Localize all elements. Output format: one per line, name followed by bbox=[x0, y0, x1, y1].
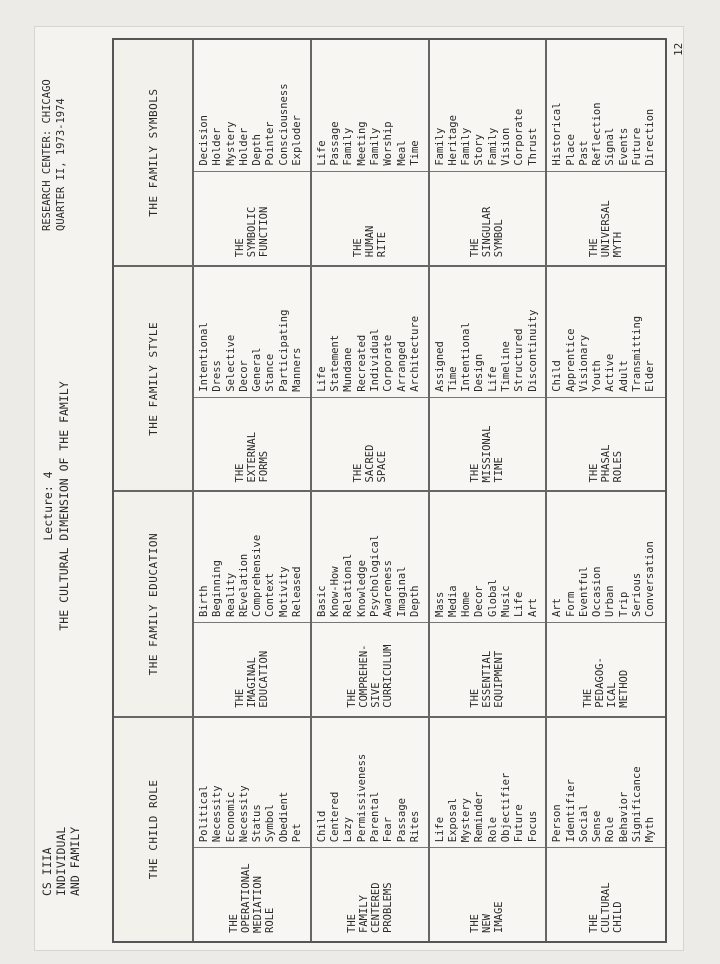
cell-items bbox=[547, 40, 665, 171]
cell-item: Relational bbox=[342, 553, 355, 617]
cell-item: Serious bbox=[631, 572, 644, 617]
cell-item: Intentional bbox=[460, 322, 473, 392]
cell-item: Know-How bbox=[329, 566, 342, 617]
cell-item: Decor bbox=[237, 360, 250, 392]
cell-item: Pet bbox=[291, 823, 304, 843]
cell-item: Birth bbox=[198, 585, 210, 617]
cell-item: Mundane bbox=[342, 347, 355, 392]
grid-cell bbox=[194, 265, 312, 490]
course-title-line2: AND FAMILY bbox=[68, 826, 82, 896]
cell-item: Role bbox=[604, 816, 617, 843]
cell-item: Stance bbox=[264, 353, 277, 392]
cell-items bbox=[194, 493, 310, 623]
cell-item: Transmitting bbox=[631, 315, 644, 392]
cell-item: Family bbox=[342, 127, 355, 166]
cell-items bbox=[312, 718, 428, 848]
grid-cell bbox=[430, 716, 548, 941]
grid-cell bbox=[312, 265, 430, 490]
cell-item: Form bbox=[564, 591, 577, 617]
cell-item: Decor bbox=[473, 585, 486, 617]
cell-item: Future bbox=[513, 804, 526, 843]
cell-item: Home bbox=[460, 591, 473, 617]
cell-item: Music bbox=[499, 585, 512, 617]
cell-items bbox=[312, 40, 428, 171]
cell-item: Apprentice bbox=[564, 328, 577, 392]
cell-category: THE HUMAN RITE bbox=[312, 171, 428, 266]
cell-item: Obedient bbox=[277, 791, 290, 843]
grid-cell bbox=[194, 716, 312, 941]
cell-item: Recreated bbox=[355, 334, 368, 392]
cell-item: Imaginal bbox=[395, 566, 408, 617]
cell-category: THE CULTURAL CHILD bbox=[547, 847, 665, 941]
cell-item: Life bbox=[486, 366, 499, 392]
lecture-header bbox=[40, 291, 110, 721]
cell-item: Adult bbox=[617, 360, 630, 392]
cell-item: Family bbox=[433, 127, 446, 166]
cell-item: Permissiveness bbox=[355, 753, 368, 843]
cell-item: Family bbox=[460, 127, 473, 166]
cell-item: Mystery bbox=[460, 797, 473, 843]
cell-item: Person bbox=[551, 804, 564, 843]
cell-item: Timeline bbox=[499, 341, 512, 392]
cell-item: Child bbox=[315, 810, 328, 843]
grid-cell bbox=[430, 491, 548, 716]
cell-item: Worship bbox=[382, 121, 395, 166]
cell-items bbox=[547, 267, 665, 397]
cell-item: Selective bbox=[224, 334, 237, 392]
cell-item: Holder bbox=[211, 127, 224, 166]
grid-cell bbox=[312, 40, 430, 265]
grid-cell bbox=[430, 265, 548, 490]
cell-item: Necessity bbox=[237, 785, 250, 843]
cell-item: Individual bbox=[368, 328, 381, 392]
cell-items bbox=[312, 267, 428, 397]
research-quarter: QUARTER II, 1973-1974 bbox=[55, 98, 67, 231]
cell-item: Art bbox=[551, 598, 564, 617]
course-code: CS IIIA bbox=[40, 847, 54, 896]
cell-item: Historical bbox=[551, 102, 564, 166]
lecture-number: Lecture: 4 bbox=[41, 471, 55, 541]
cell-item: Corporate bbox=[382, 334, 395, 392]
cell-items bbox=[430, 267, 546, 397]
cell-item: Released bbox=[291, 566, 304, 617]
cell-item: Arranged bbox=[395, 341, 408, 392]
grid-cell bbox=[430, 40, 548, 265]
cell-item: Signal bbox=[604, 127, 617, 166]
cell-item: Exposal bbox=[446, 797, 459, 843]
cell-item: Significance bbox=[631, 766, 644, 843]
cell-item: Symbol bbox=[264, 804, 277, 843]
cell-item: Heritage bbox=[446, 115, 459, 166]
cell-items bbox=[312, 493, 428, 623]
cell-item: Meeting bbox=[355, 121, 368, 166]
cell-category: THE IMAGINAL EDUCATION bbox=[194, 622, 310, 716]
cell-item: Vision bbox=[499, 127, 512, 166]
grid-cell bbox=[312, 716, 430, 941]
cell-item: Art bbox=[526, 598, 539, 617]
cell-item: Reality bbox=[224, 572, 237, 617]
cell-item: Life bbox=[315, 366, 328, 392]
cell-item: Motivity bbox=[277, 566, 290, 617]
research-header bbox=[40, 31, 110, 231]
cell-item: Participating bbox=[277, 309, 290, 392]
cell-category: THE ESSENTIAL EQUIPMENT bbox=[430, 622, 546, 716]
cell-item: Parental bbox=[368, 791, 381, 843]
cell-item: Social bbox=[577, 804, 590, 843]
cell-item: Past bbox=[577, 140, 590, 166]
grid-cell bbox=[547, 265, 665, 490]
cell-item: Focus bbox=[526, 810, 539, 843]
cell-item: Knowledge bbox=[355, 560, 368, 617]
cell-item: Life bbox=[513, 591, 526, 617]
cell-item: Architecture bbox=[408, 315, 421, 392]
cell-category: THE FAMILY CENTERED PROBLEMS bbox=[312, 847, 428, 941]
cell-item: Passage bbox=[329, 121, 342, 166]
cell-items bbox=[194, 40, 310, 171]
cell-item: Visionary bbox=[577, 334, 590, 392]
cell-item: Comprehensive bbox=[251, 534, 264, 617]
cell-item: Story bbox=[473, 134, 486, 166]
column-header-child-role: THE CHILD ROLE bbox=[114, 716, 194, 941]
cell-item: Consciousness bbox=[277, 83, 290, 166]
cell-item: Conversation bbox=[644, 541, 657, 617]
cell-item: Global bbox=[486, 579, 499, 617]
grid-cell bbox=[547, 40, 665, 265]
cell-item: Time bbox=[408, 140, 421, 166]
cell-item: Thrust bbox=[526, 127, 539, 166]
cell-item: Reflection bbox=[591, 102, 604, 166]
cell-category: THE SACRED SPACE bbox=[312, 397, 428, 491]
cell-item: Reminder bbox=[473, 791, 486, 843]
cell-item: Dress bbox=[211, 360, 224, 392]
cell-item: REvelation bbox=[237, 553, 250, 617]
cell-item: Structured bbox=[513, 328, 526, 392]
cell-item: General bbox=[251, 347, 264, 392]
cell-item: Depth bbox=[408, 585, 421, 617]
cell-item: Design bbox=[473, 353, 486, 392]
chart-grid bbox=[112, 38, 667, 943]
cell-item: Basic bbox=[315, 585, 328, 617]
research-center: RESEARCH CENTER: CHICAGO bbox=[41, 79, 53, 231]
cell-item: Family bbox=[368, 127, 381, 166]
cell-item: Meal bbox=[395, 140, 408, 166]
cell-items bbox=[194, 718, 310, 848]
column-header-family-education: THE FAMILY EDUCATION bbox=[114, 491, 194, 716]
cell-items bbox=[547, 718, 665, 848]
cell-item: Child bbox=[551, 360, 564, 392]
lecture-title: THE CULTURAL DIMENSION OF THE FAMILY bbox=[57, 381, 71, 631]
cell-item: Elder bbox=[644, 360, 657, 392]
cell-category: THE MISSIONAL TIME bbox=[430, 397, 546, 491]
cell-item: Lazy bbox=[342, 816, 355, 843]
cell-item: Active bbox=[604, 353, 617, 392]
cell-item: Life bbox=[315, 140, 328, 166]
rotated-document bbox=[34, 26, 684, 951]
grid-cell bbox=[547, 491, 665, 716]
course-header bbox=[40, 766, 110, 896]
cell-item: Exploder bbox=[291, 115, 304, 166]
cell-item: Media bbox=[446, 585, 459, 617]
cell-item: Corporate bbox=[513, 108, 526, 166]
cell-item: Context bbox=[264, 572, 277, 617]
cell-category: THE UNIVERSAL MYTH bbox=[547, 171, 665, 266]
cell-item: Objectifier bbox=[499, 772, 512, 843]
cell-category: THE OPERATIONAL MEDIATION ROLE bbox=[194, 847, 310, 941]
cell-items bbox=[430, 718, 546, 848]
cell-item: Necessity bbox=[211, 785, 224, 843]
document-sheet bbox=[34, 26, 684, 951]
cell-items bbox=[194, 267, 310, 397]
cell-item: Economic bbox=[224, 791, 237, 843]
cell-category: THE EXTERNAL FORMS bbox=[194, 397, 310, 491]
cell-item: Direction bbox=[644, 108, 657, 166]
cell-item: Sense bbox=[591, 810, 604, 843]
cell-category: THE SINGULAR SYMBOL bbox=[430, 171, 546, 266]
cell-items bbox=[547, 493, 665, 623]
column-header-family-symbols: THE FAMILY SYMBOLS bbox=[114, 40, 194, 265]
cell-category: THE PHASAL ROLES bbox=[547, 397, 665, 491]
grid-cell bbox=[312, 491, 430, 716]
cell-item: Awareness bbox=[382, 560, 395, 617]
cell-item: Urban bbox=[604, 585, 617, 617]
course-title-line1: INDIVIDUAL bbox=[54, 826, 68, 896]
column-header-family-style: THE FAMILY STYLE bbox=[114, 265, 194, 490]
cell-category: THE PEDAGOG- ICAL METHOD bbox=[547, 622, 665, 716]
cell-item: Myth bbox=[644, 816, 657, 843]
cell-item: Centered bbox=[329, 791, 342, 843]
cell-item: Statement bbox=[329, 334, 342, 392]
cell-item: Occasion bbox=[591, 566, 604, 617]
cell-item: Family bbox=[486, 127, 499, 166]
cell-category: THE COMPREHEN- SIVE CURRICULUM bbox=[312, 622, 428, 716]
cell-item: Assigned bbox=[433, 341, 446, 392]
cell-item: Discontinuity bbox=[526, 309, 539, 392]
grid-cell bbox=[194, 40, 312, 265]
cell-item: Political bbox=[198, 785, 210, 843]
cell-item: Identifier bbox=[564, 779, 577, 843]
cell-category: THE NEW IMAGE bbox=[430, 847, 546, 941]
cell-category: THE SYMBOLIC FUNCTION bbox=[194, 171, 310, 266]
cell-item: Beginning bbox=[211, 560, 224, 617]
page-number: 12 bbox=[672, 42, 685, 56]
cell-items bbox=[430, 493, 546, 623]
cell-item: Trip bbox=[617, 591, 630, 617]
cell-item: Fear bbox=[382, 816, 395, 843]
cell-item: Mystery bbox=[224, 121, 237, 166]
cell-item: Future bbox=[631, 127, 644, 166]
cell-item: Behavior bbox=[617, 791, 630, 843]
cell-item: Psychological bbox=[368, 534, 381, 617]
cell-item: Time bbox=[446, 366, 459, 392]
grid-cell bbox=[194, 491, 312, 716]
cell-item: Intentional bbox=[198, 322, 210, 392]
cell-items bbox=[430, 40, 546, 171]
grid-cell bbox=[547, 716, 665, 941]
cell-item: Decision bbox=[198, 115, 210, 166]
cell-item: Holder bbox=[237, 127, 250, 166]
cell-item: Eventful bbox=[577, 566, 590, 617]
cell-item: Manners bbox=[291, 347, 304, 392]
cell-item: Role bbox=[486, 816, 499, 843]
cell-item: Status bbox=[251, 804, 264, 843]
cell-item: Passage bbox=[395, 797, 408, 843]
cell-item: Mass bbox=[433, 591, 446, 617]
cell-item: Place bbox=[564, 134, 577, 166]
cell-item: Events bbox=[617, 127, 630, 166]
cell-item: Depth bbox=[251, 134, 264, 166]
cell-item: Life bbox=[433, 816, 446, 843]
cell-item: Youth bbox=[591, 360, 604, 392]
cell-item: Pointer bbox=[264, 121, 277, 166]
cell-item: Rites bbox=[408, 810, 421, 843]
